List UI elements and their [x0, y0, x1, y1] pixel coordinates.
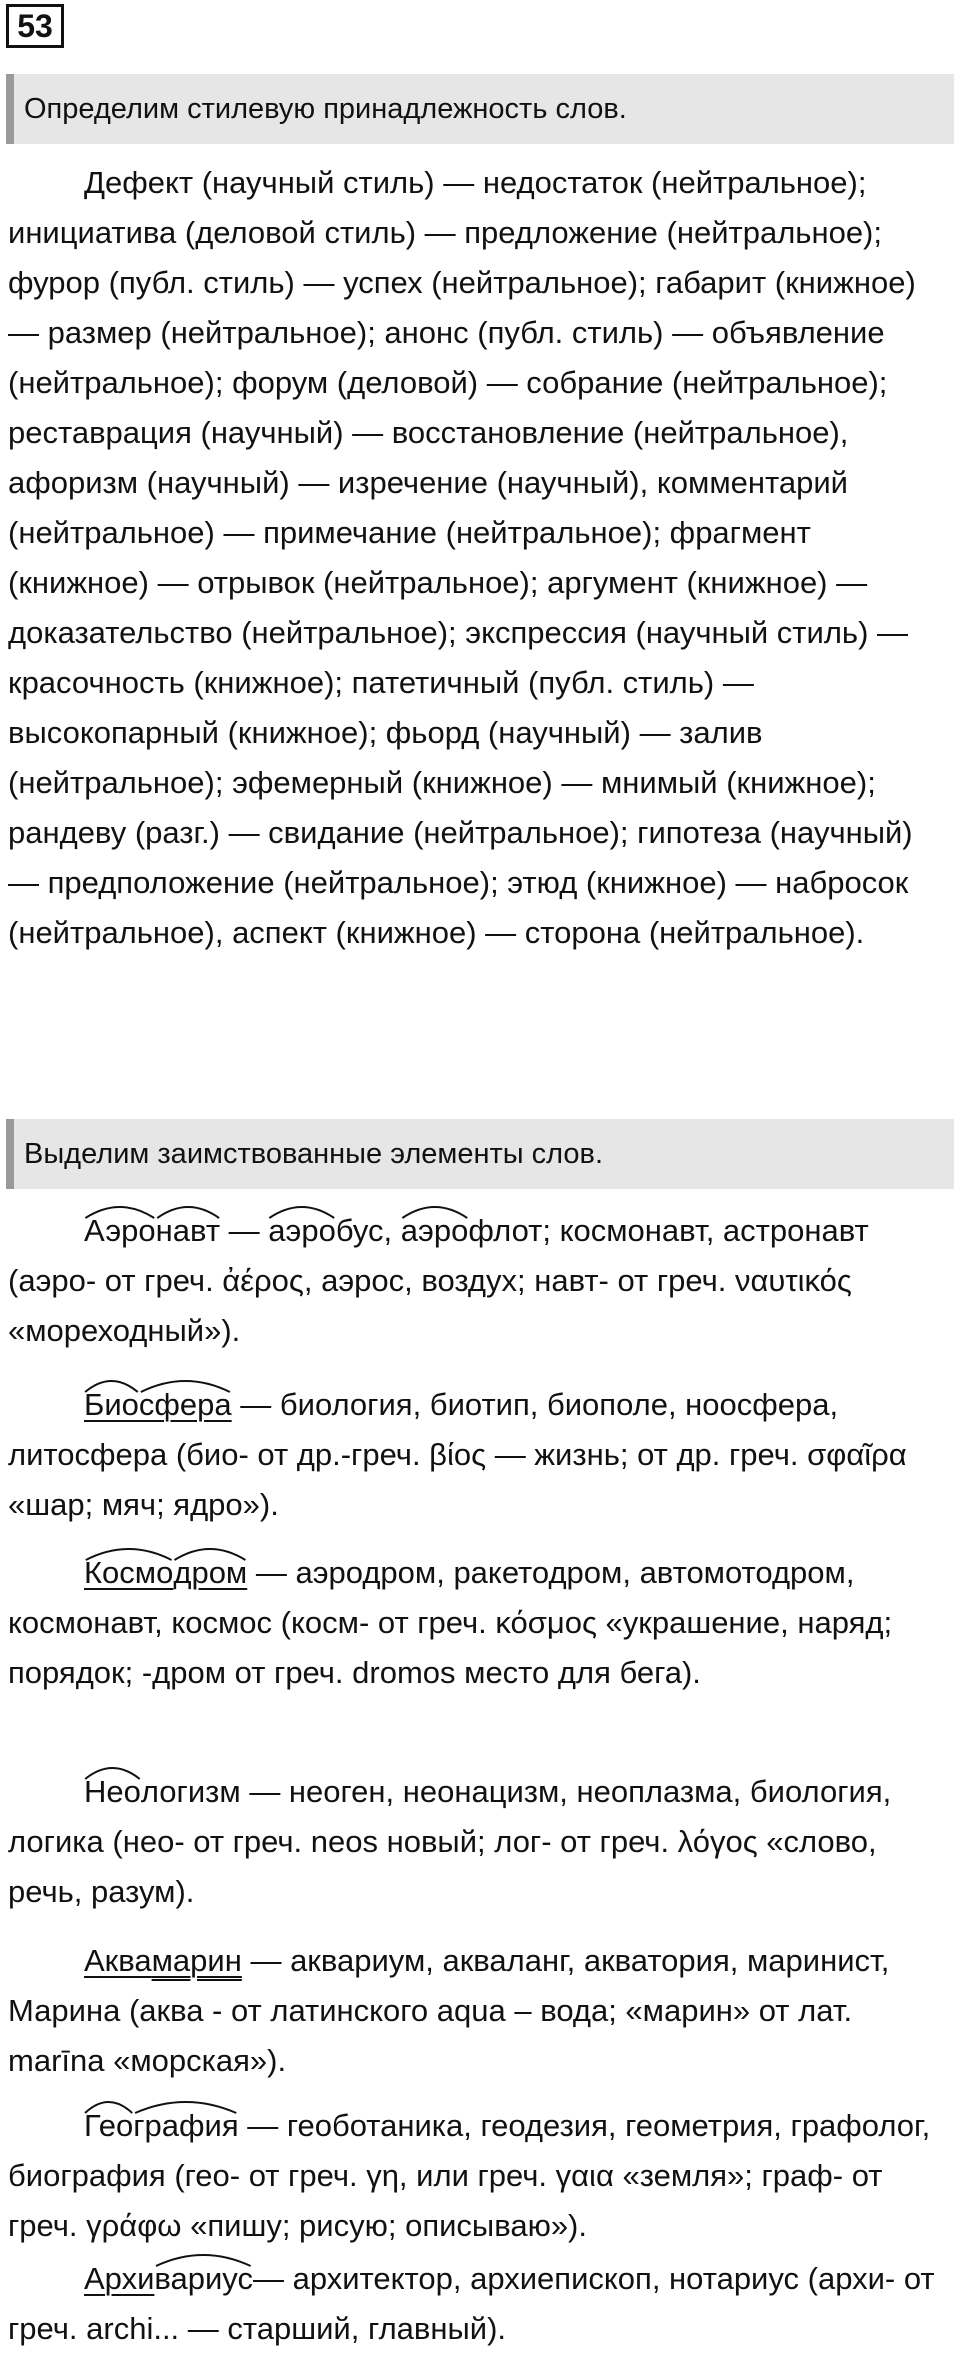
root-arc: сфера: [139, 1380, 232, 1430]
entry-aeronavt: Аэро навт — аэробус, аэрофлот; космонавт, астронавт (аэро- от греч. ἀέρος, аэрос, воздух; навт- от греч. ναυτικός «мореходный»).: [8, 1206, 948, 1356]
root-double-underlined: марин: [151, 1943, 242, 1978]
entry-neologizm: Неологизм — неоген, неонацизм, неоплазма, биология, логика (нео- от греч. neos новый; лог- от греч. λόγος «слово, речь, разум).: [8, 1767, 948, 1917]
root-arc: Аэро: [84, 1206, 156, 1256]
root-arc: Нео: [84, 1767, 141, 1817]
root-arc: дром: [173, 1548, 247, 1598]
root-underlined: Аква: [84, 1943, 152, 1978]
root-underlined: Архи: [84, 2261, 155, 2296]
root-arc: графия: [133, 2101, 238, 2151]
entry-akvamarin: Аквамарин — аквариум, акваланг, акватория, маринист, Марина (аква - от латинского aqua – вода; «марин» от лат. marīna «морская»).: [8, 1936, 948, 2086]
entry-kosmodrom: Космо дром — аэродром, ракетодром, автомотодром, космонавт, космос (косм- от греч. κόσμος «украшение, наряд; порядок; -дром от греч. dromos место для бега).: [8, 1548, 948, 1698]
section-header-borrowed: Выделим заимствованные элементы слов.: [6, 1119, 954, 1189]
entry-biosfera: Био сфера — биология, биотип, биополе, ноосфера, литосфера (био- от др.-греч. βίος — жизнь; от др. греч. σφαῖρα «шар; мяч; ядро»).: [8, 1380, 948, 1530]
root-arc: навт: [156, 1206, 220, 1256]
section-header-style: Определим стилевую принадлежность слов.: [6, 74, 954, 144]
root-arc: Гео: [84, 2101, 133, 2151]
style-analysis-paragraph: Дефект (научный стиль) — недостаток (нейтральное); инициатива (деловой стиль) — предложение (нейтральное); фурор (публ. стиль) — успех (нейтральное); габарит (книжное) — размер (нейтральное); анонс (публ. стиль) — объявление (нейтральное); форум (деловой) — собрание (нейтральное); реставрация (научный) — восстановление (нейтральное), афоризм (научный) — изречение (научный), комментарий (нейтральное) — примечание (нейтральное); фрагмент (книжное) — отрывок (нейтральное); аргумент (книжное) — доказательство (нейтральное); экспрессия (научный стиль) — красочность (книжное); патетичный (публ. стиль) — высокопарный (книжное); фьорд (научный) — залив (нейтральное); эфемерный (книжное) — мнимый (книжное); рандеву (разг.) — свидание (нейтральное); гипотеза (научный) — предположение (нейтральное); этюд (книжное) — набросок (нейтральное), аспект (книжное) — сторона (нейтральное).: [8, 165, 916, 950]
root-arc: Био: [84, 1380, 139, 1430]
entry-arkhivarius: Архи вариус— архитектор, архиепископ, нотариус (архи- от греч. archi... — старший, главный).: [8, 2254, 948, 2354]
root-arc: аэро: [401, 1206, 469, 1256]
root-arc: аэро: [268, 1206, 336, 1256]
root-arc: Космо: [84, 1548, 173, 1598]
task-number: 53: [6, 4, 64, 48]
root-arc: вариус: [154, 2254, 253, 2304]
entry-geografiya: Гео графия — геоботаника, геодезия, геометрия, графолог, биография (гео- от греч. γη, или греч. γαια «земля»; граф- от греч. γράφω «пишу; рисую; описываю»).: [8, 2101, 948, 2251]
